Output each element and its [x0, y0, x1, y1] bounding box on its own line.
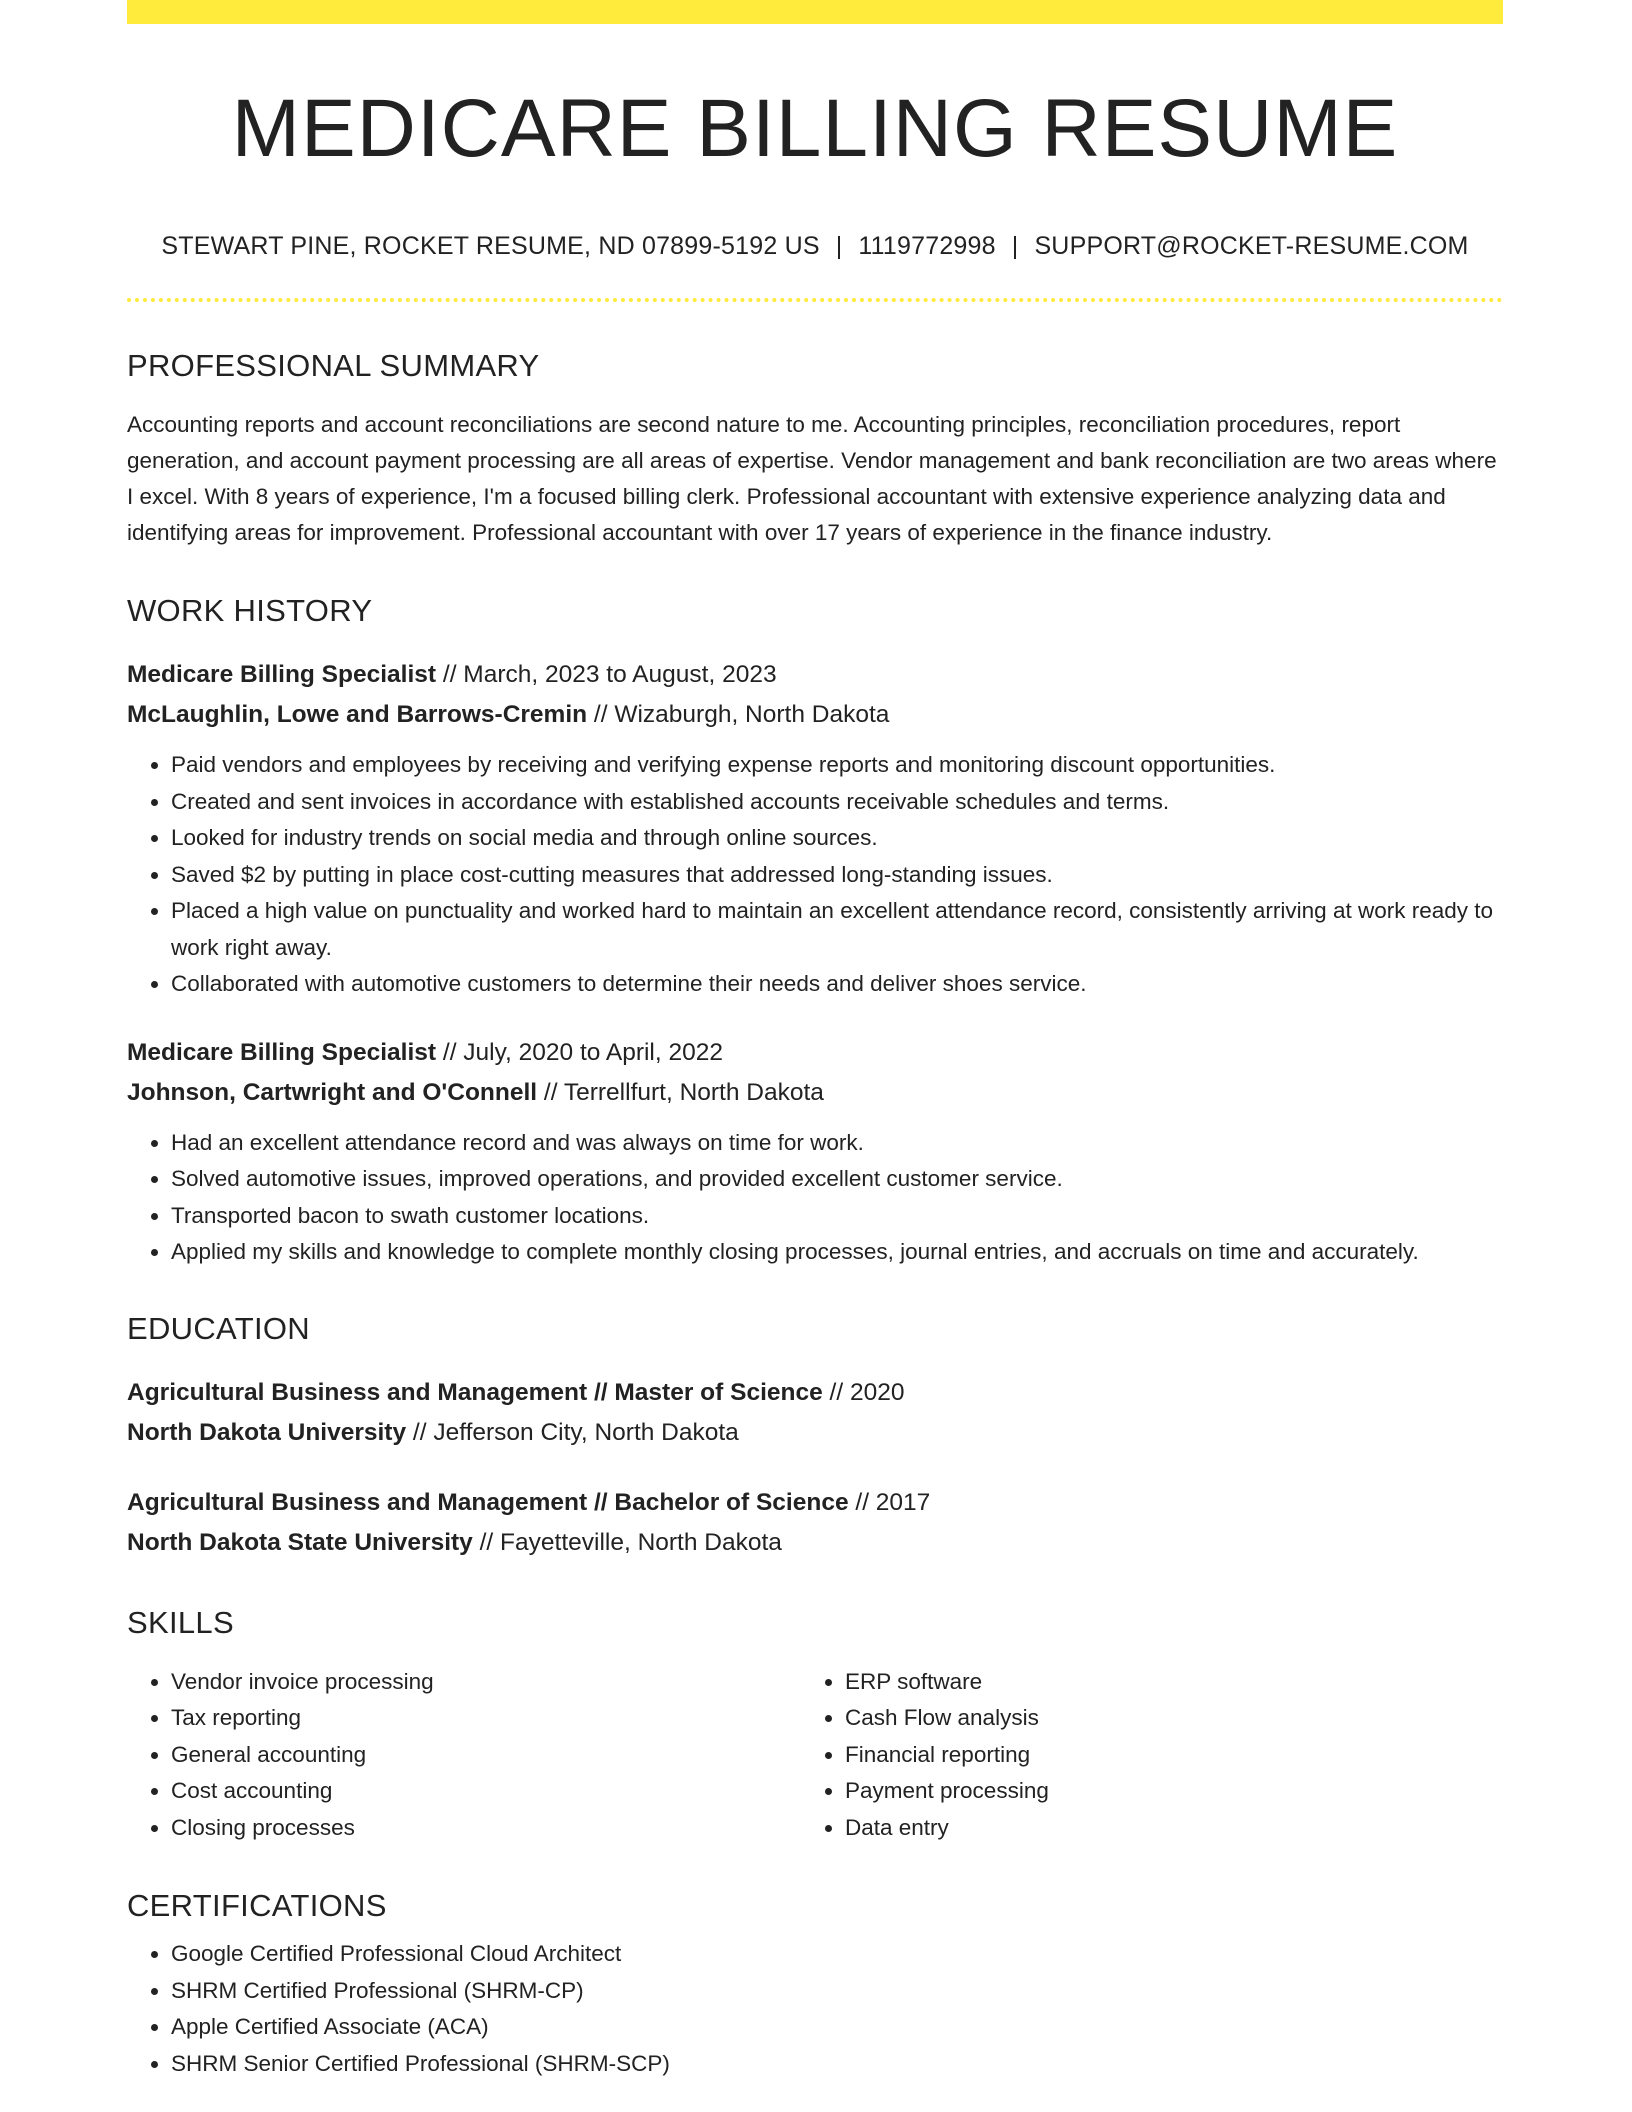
list-item: • Collaborated with automotive customers to determine their needs and deliver shoes service.	[171, 966, 1503, 1003]
skills-list-right	[801, 1664, 1485, 1847]
list-item: • Created and sent invoices in accordance with established accounts receivable schedules and terms.	[171, 784, 1503, 821]
dotted-divider	[127, 298, 1503, 302]
education-school-line	[127, 1413, 1503, 1453]
job-entry	[127, 655, 1503, 1003]
certifications-list	[127, 1936, 1503, 2082]
list-item: • Paid vendors and employees by receiving and verifying expense reports and monitoring discount opportunities.	[171, 747, 1503, 784]
education-school: North Dakota State University	[127, 1528, 473, 1556]
section-title-skills: SKILLS	[127, 1604, 234, 1640]
resume-title: MEDICARE BILLING RESUME	[231, 83, 1399, 174]
list-item: • Payment processing	[845, 1773, 1485, 1810]
job-company: McLaughlin, Lowe and Barrows-Cremin	[127, 701, 588, 729]
job-location: // Wizaburgh, North Dakota	[587, 701, 890, 729]
education-location: // Jefferson City, North Dakota	[406, 1418, 739, 1446]
education-year: // 2020	[822, 1378, 905, 1406]
skills-list-left	[127, 1664, 801, 1847]
list-item: • Tax reporting	[171, 1700, 801, 1737]
section-title-education: EDUCATION	[127, 1310, 310, 1346]
job-title-line	[127, 655, 1503, 695]
education-year: // 2017	[848, 1488, 931, 1516]
accent-bar	[127, 0, 1503, 24]
contact-address: STEWART PINE, ROCKET RESUME, ND 07899-5192 US	[161, 232, 820, 261]
contact-separator: |	[835, 232, 843, 261]
education-degree: Agricultural Business and Management // Bachelor of Science	[127, 1488, 849, 1516]
list-item: • ERP software	[845, 1664, 1485, 1701]
job-entry	[127, 1033, 1503, 1271]
list-item: • Cost accounting	[171, 1773, 801, 1810]
section-title-certifications: CERTIFICATIONS	[127, 1888, 387, 1924]
list-item: • Had an excellent attendance record and was always on time for work.	[171, 1125, 1503, 1162]
contact-separator: |	[1011, 232, 1019, 261]
job-company-line	[127, 1073, 1503, 1113]
section-title-work-history: WORK HISTORY	[127, 593, 373, 629]
summary-text: Accounting reports and account reconciliations are second nature to me. Accounting principles, reconciliation procedures, report generation, and account payment processing are all areas of expertise. Vendor management and bank reconciliation are two areas where I excel. With 8 years of experience, I'm a focused billing clerk. Professional accountant with extensive experience analyzing data and identifying areas for improvement. Professional accountant with over 17 years of experience in the finance industry.	[127, 412, 1497, 546]
list-item: • Transported bacon to swath customer locations.	[171, 1198, 1503, 1235]
list-item: • Solved automotive issues, improved operations, and provided excellent customer service.	[171, 1161, 1503, 1198]
list-item: • Apple Certified Associate (ACA)	[171, 2009, 1503, 2046]
job-bullets	[127, 747, 1503, 1003]
section-title-summary: PROFESSIONAL SUMMARY	[127, 348, 540, 384]
job-company-line	[127, 695, 1503, 735]
job-title: Medicare Billing Specialist	[127, 661, 437, 689]
list-item: • Vendor invoice processing	[171, 1664, 801, 1701]
education-location: // Fayetteville, North Dakota	[472, 1528, 782, 1556]
list-item: • Financial reporting	[845, 1737, 1485, 1774]
job-dates: // March, 2023 to August, 2023	[436, 661, 777, 689]
education-degree-line	[127, 1373, 1503, 1413]
education-degree: Agricultural Business and Management // Master of Science	[127, 1378, 823, 1406]
job-location: // Terrellfurt, North Dakota	[537, 1078, 824, 1106]
list-item: • Saved $2 by putting in place cost-cutting measures that addressed long-standing issues.	[171, 857, 1503, 894]
job-title: Medicare Billing Specialist	[127, 1038, 437, 1066]
list-item: • Closing processes	[171, 1810, 801, 1847]
education-degree-line	[127, 1483, 1503, 1523]
list-item: • Applied my skills and knowledge to complete monthly closing processes, journal entries, and accruals on time and accurately.	[171, 1234, 1503, 1271]
job-title-line	[127, 1033, 1503, 1073]
job-company: Johnson, Cartwright and O'Connell	[127, 1078, 538, 1106]
education-entry	[127, 1373, 1503, 1453]
list-item: • Placed a high value on punctuality and worked hard to maintain an excellent attendance record, consistently arriving at work ready to work right away.	[171, 893, 1503, 966]
list-item: • SHRM Senior Certified Professional (SHRM-SCP)	[171, 2046, 1503, 2083]
job-bullets	[127, 1125, 1503, 1271]
list-item: • Cash Flow analysis	[845, 1700, 1485, 1737]
resume-page	[127, 0, 1503, 2082]
contact-email: SUPPORT@ROCKET-RESUME.COM	[1034, 232, 1469, 261]
job-dates: // July, 2020 to April, 2022	[436, 1038, 723, 1066]
education-school-line	[127, 1523, 1503, 1563]
list-item: • Google Certified Professional Cloud Architect	[171, 1936, 1503, 1973]
list-item: • General accounting	[171, 1737, 801, 1774]
contact-phone: 1119772998	[858, 232, 996, 261]
skills-columns	[127, 1664, 1503, 1847]
list-item: • SHRM Certified Professional (SHRM-CP)	[171, 1973, 1503, 2010]
list-item: • Data entry	[845, 1810, 1485, 1847]
education-school: North Dakota University	[127, 1418, 407, 1446]
contact-line	[127, 232, 1503, 261]
list-item: • Looked for industry trends on social media and through online sources.	[171, 820, 1503, 857]
education-entry	[127, 1483, 1503, 1563]
